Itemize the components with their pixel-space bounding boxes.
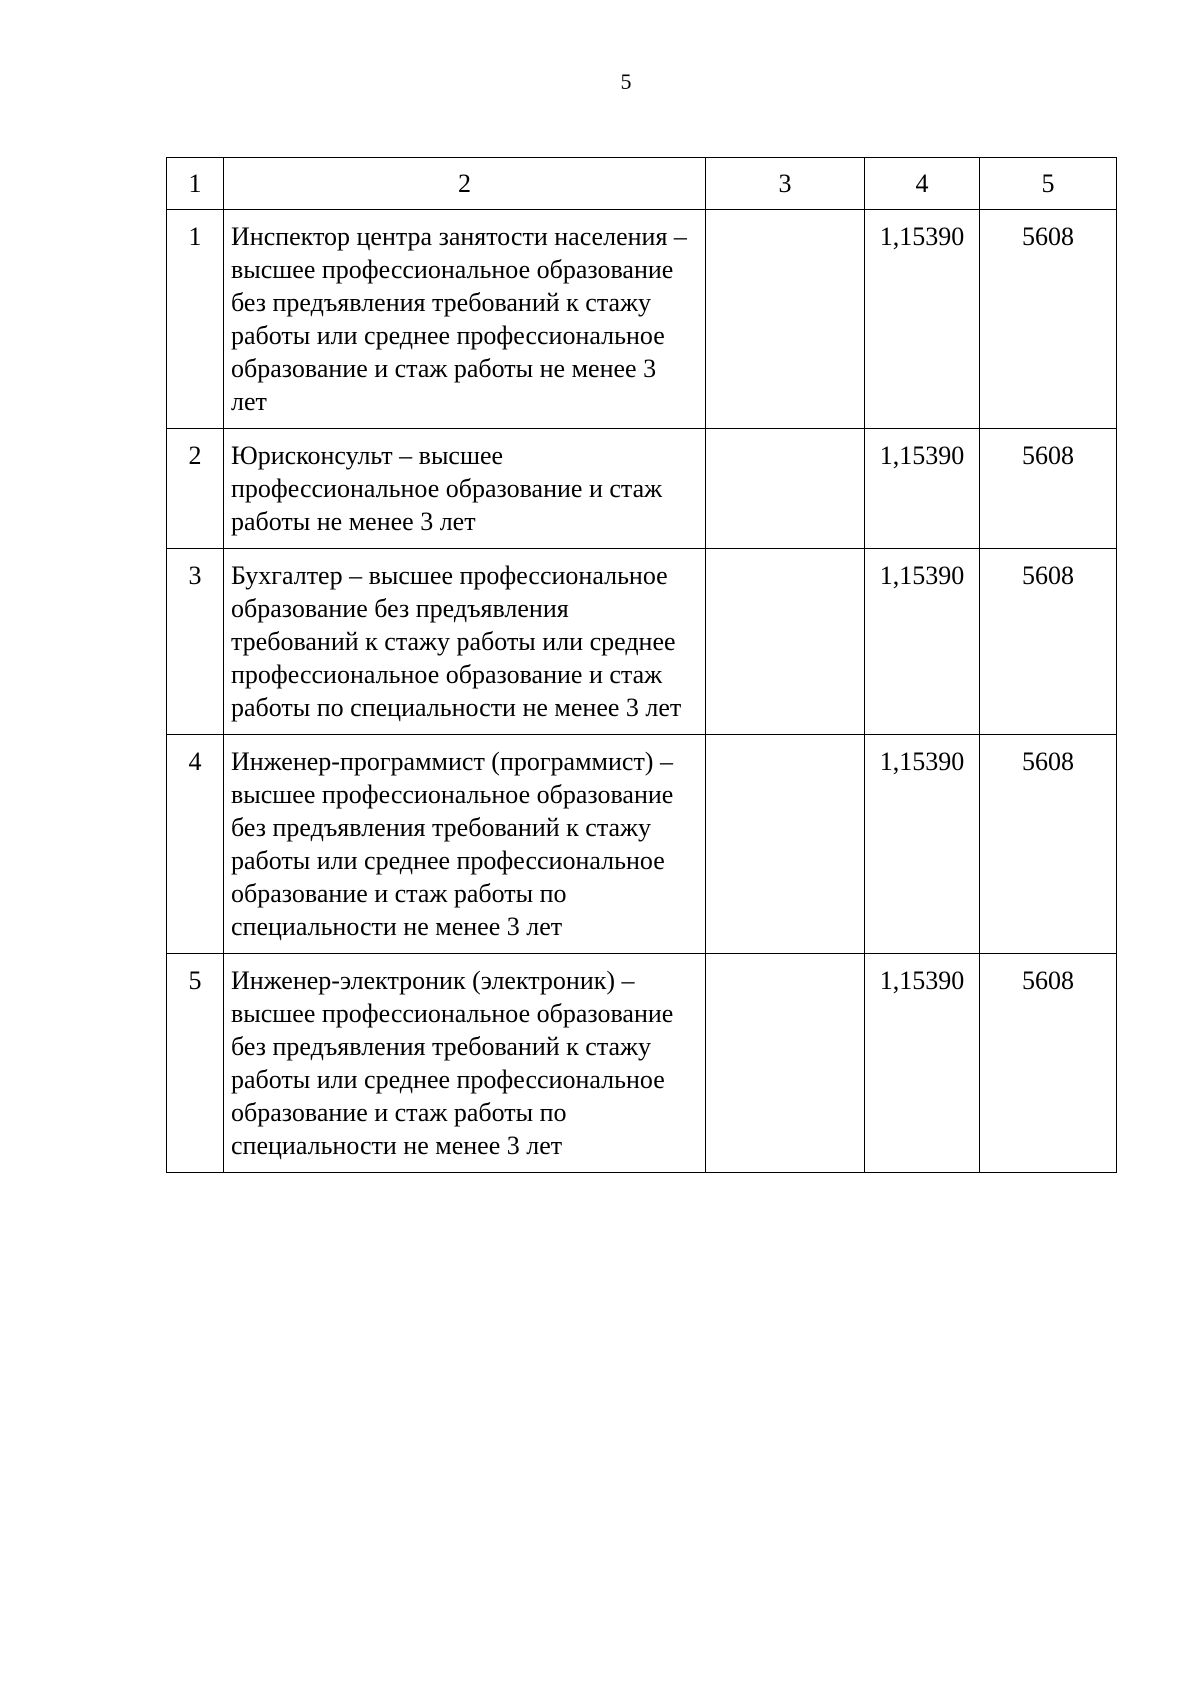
table-header	[167, 158, 1117, 210]
salary-cell: 5608	[980, 954, 1117, 1173]
salary-cell: 5608	[980, 735, 1117, 954]
salary-cell: 5608	[980, 210, 1117, 429]
col3-cell	[706, 210, 865, 429]
row-number: 2	[167, 429, 224, 549]
position-description: Юрисконсульт – высшее профессиональное образование и стаж работы не менее 3 лет	[224, 429, 706, 549]
header-col-1: 1	[167, 158, 224, 210]
row-number: 3	[167, 549, 224, 735]
row-number: 1	[167, 210, 224, 429]
table-row	[167, 735, 1117, 954]
table-body	[167, 210, 1117, 1173]
position-description: Инженер-программист (программист) – высшее профессиональное образование без предъявления требований к стажу работы или среднее профессиональное образование и стаж работы по специальности не менее 3 лет	[224, 735, 706, 954]
col3-cell	[706, 735, 865, 954]
table-row	[167, 429, 1117, 549]
coefficient-cell: 1,15390	[865, 210, 980, 429]
coefficient-cell: 1,15390	[865, 549, 980, 735]
table-row	[167, 954, 1117, 1173]
position-description: Инспектор центра занятости населения – высшее профессиональное образование без предъявления требований к стажу работы или среднее профессиональное образование и стаж работы не менее 3 лет	[224, 210, 706, 429]
header-col-5: 5	[980, 158, 1117, 210]
header-col-4: 4	[865, 158, 980, 210]
header-col-2: 2	[224, 158, 706, 210]
position-description: Инженер-электроник (электроник) – высшее профессиональное образование без предъявления требований к стажу работы или среднее профессиональное образование и стаж работы по специальности не менее 3 лет	[224, 954, 706, 1173]
col3-cell	[706, 549, 865, 735]
header-col-3: 3	[706, 158, 865, 210]
salary-cell: 5608	[980, 429, 1117, 549]
salary-cell: 5608	[980, 549, 1117, 735]
row-number: 4	[167, 735, 224, 954]
row-number: 5	[167, 954, 224, 1173]
page-number: 5	[620, 69, 632, 94]
coefficient-cell: 1,15390	[865, 735, 980, 954]
coefficient-cell: 1,15390	[865, 429, 980, 549]
col3-cell	[706, 954, 865, 1173]
position-description: Бухгалтер – высшее профессиональное образование без предъявления требований к стажу работы или среднее профессиональное образование и стаж работы по специальности не менее 3 лет	[224, 549, 706, 735]
col3-cell	[706, 429, 865, 549]
header-row	[167, 158, 1117, 210]
positions-table	[166, 157, 1117, 1173]
coefficient-cell: 1,15390	[865, 954, 980, 1173]
table-row	[167, 549, 1117, 735]
table-row	[167, 210, 1117, 429]
